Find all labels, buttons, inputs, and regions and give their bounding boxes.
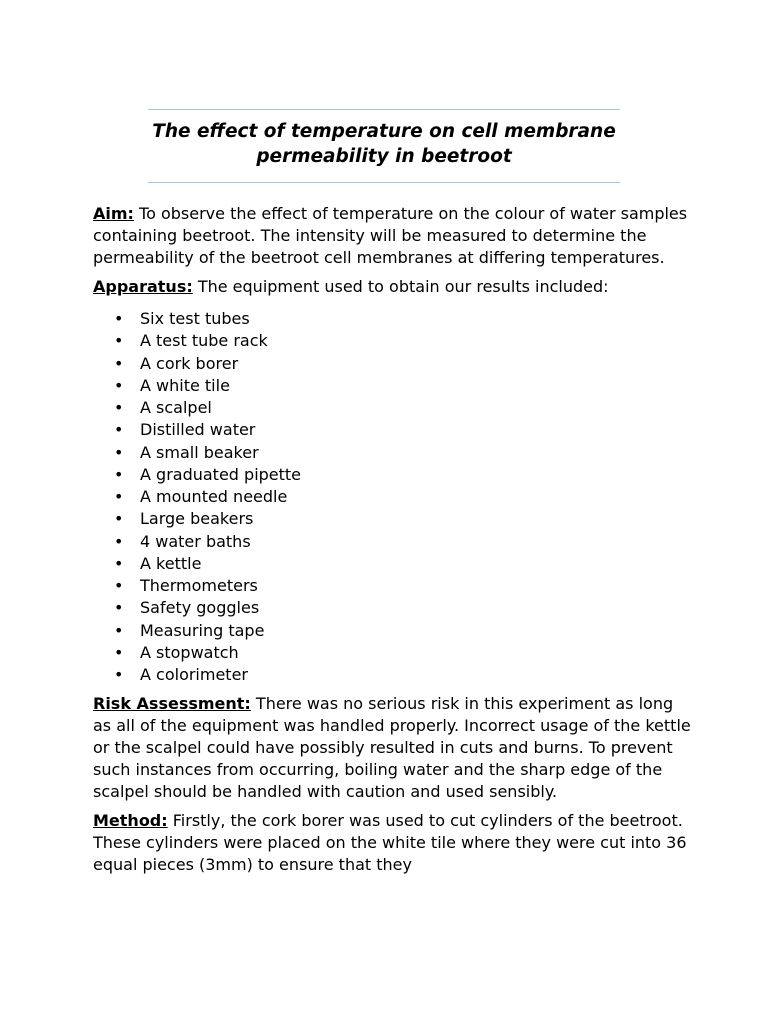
aim-paragraph xyxy=(93,203,693,269)
bullet-icon: • xyxy=(114,487,124,506)
equipment-list xyxy=(93,308,693,686)
list-item xyxy=(114,508,693,530)
apparatus-heading: Apparatus: xyxy=(93,277,193,296)
bullet-icon: • xyxy=(114,665,124,684)
bullet-icon: • xyxy=(114,309,124,328)
list-item-label: A test tube rack xyxy=(140,331,268,351)
bullet-icon: • xyxy=(114,509,124,529)
list-item xyxy=(114,375,693,397)
list-item-label: A stopwatch xyxy=(140,642,239,662)
list-item xyxy=(114,620,693,642)
list-item-label: Thermometers xyxy=(140,576,258,595)
risk-text: There was no serious risk in this experiment as long as all of the equipment was handled properly. Incorrect usage of the kettle or the scalpel could have possibly resulted in cuts and burns. To prevent such instances from occurring, boiling water and the sharp edge of the scalpel should be handled with caution and used sensibly. xyxy=(93,694,691,802)
list-item-label: Measuring tape xyxy=(140,620,265,640)
aim-text: To observe the effect of temperature on the colour of water samples containing beetroot. The intensity will be measured to determine the permeability of the beetroot cell membranes at differing temperatures. xyxy=(93,204,688,267)
list-item-label: A scalpel xyxy=(140,398,212,417)
list-item xyxy=(114,419,693,441)
bullet-icon: • xyxy=(114,420,124,440)
list-item xyxy=(114,397,693,419)
method-heading: Method: xyxy=(93,811,168,831)
aim-heading: Aim: xyxy=(93,204,134,223)
list-item xyxy=(114,442,693,464)
bullet-icon: • xyxy=(114,442,124,462)
list-item xyxy=(114,486,693,508)
list-item-label: A colorimeter xyxy=(140,665,248,684)
list-item-label: 4 water baths xyxy=(140,531,251,551)
apparatus-text: The equipment used to obtain our results included: xyxy=(197,277,609,296)
method-paragraph xyxy=(93,810,693,876)
apparatus-paragraph xyxy=(93,276,693,298)
title-bottom-rule xyxy=(148,182,620,183)
list-item xyxy=(114,553,693,575)
list-item xyxy=(114,642,693,664)
list-item xyxy=(114,531,693,553)
list-item xyxy=(114,308,693,330)
list-item-label: Six test tubes xyxy=(140,309,250,328)
document-body xyxy=(93,203,693,876)
method-text: Firstly, the cork borer was used to cut cylinders of the beetroot. These cylinders were placed on the white tile where they were cut into 36 equal pieces (3mm) to ensure that they xyxy=(93,811,687,875)
bullet-icon: • xyxy=(114,353,124,373)
list-item-label: A graduated pipette xyxy=(140,464,302,484)
list-item-label: Distilled water xyxy=(140,420,256,440)
list-item xyxy=(114,464,693,486)
list-item xyxy=(114,353,693,375)
bullet-icon: • xyxy=(114,642,124,662)
list-item-label: Large beakers xyxy=(140,509,254,529)
list-item-label: A mounted needle xyxy=(140,487,288,506)
risk-paragraph xyxy=(93,693,693,803)
list-item xyxy=(114,575,693,597)
list-item-label: Safety goggles xyxy=(140,598,260,618)
bullet-icon: • xyxy=(114,531,124,551)
bullet-icon: • xyxy=(114,331,124,351)
bullet-icon: • xyxy=(114,598,124,618)
bullet-icon: • xyxy=(114,620,124,640)
document-title: The effect of temperature on cell membrane permeability in beetroot xyxy=(152,121,616,167)
list-item-label: A kettle xyxy=(140,553,202,573)
list-item-label: A cork borer xyxy=(140,353,239,373)
bullet-icon: • xyxy=(114,553,124,573)
risk-heading: Risk Assessment: xyxy=(93,694,251,714)
list-item xyxy=(114,664,693,686)
list-item-label: A small beaker xyxy=(140,442,259,462)
list-item xyxy=(114,597,693,619)
bullet-icon: • xyxy=(114,375,124,395)
bullet-icon: • xyxy=(114,398,124,417)
bullet-icon: • xyxy=(114,576,124,595)
list-item xyxy=(114,330,693,352)
bullet-icon: • xyxy=(114,464,124,484)
list-item-label: A white tile xyxy=(140,375,230,395)
title-top-rule xyxy=(148,109,620,110)
